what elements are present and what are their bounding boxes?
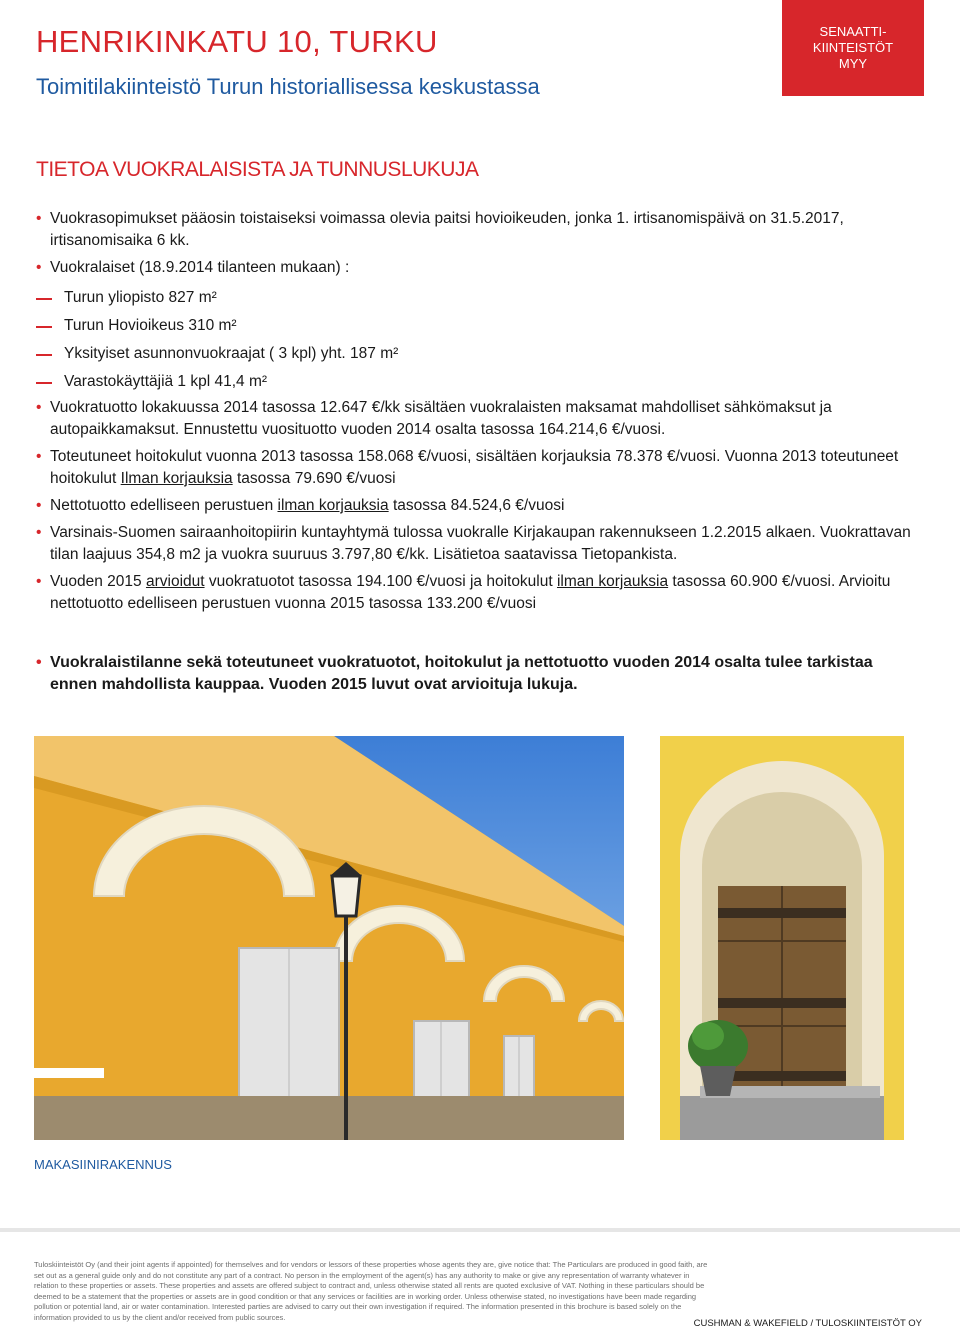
badge-line-2: KIINTEISTÖT [812, 40, 894, 55]
bullet-2015-estimate: • Vuoden 2015 arvioidut vuokratuotot tasossa 194.100 €/vuosi ja hoitokulut ilman korjauksia tasossa 60.900 €/vuosi. Arvioitu nettotuotto edelliseen perustuen vuonna 2015 tasossa 133.200 €/vuosi [36, 571, 916, 615]
bullet-rent-yield: • Vuokratuotto lokakuussa 2014 tasossa 12.647 €/kk sisältäen vuokralaisten maksamat mahdolliset sähkömaksut ja autopaikkamaksut. Ennustettu vuosituotto vuoden 2014 osalta tasossa 164.214,6 €/vuosi. [36, 397, 916, 441]
tenant-item: Turun Hovioikeus 310 m² [36, 315, 916, 337]
bullet-maintenance-costs: • Toteutuneet hoitokulut vuonna 2013 tasossa 158.068 €/vuosi, sisältäen korjauksia 78.378 €/vuosi. Vuonna 2013 toteutuneet hoitokulut Ilman korjauksia tasossa 79.690 €/vuosi [36, 446, 916, 490]
legal-disclaimer: Tuloskiinteistöt Oy (and their joint agents if appointed) for themselves and for vendors or lessors of these properties whose agents they are, give notice that: The Particulars are produced in good faith, are set out as a general guide only and do not constitute any part of a contract. No person in the employment of the agent(s) has any authority to make or give any representation of warranty whatever in relation to these properties or assets. These properties and assets are offered subject to contract and, unless otherwise stated all rents are quoted exclusive of VAT. Nothing in these particulars should be deemed to be a statement that the properties or assets are in good condition or that any services or facilities are in working order. Unless otherwise stated, no investigations have been made regarding pollution or potential land, air or water contamination. Interested parties are advised to carry out their own investigation if required. The information presented in this brochure is based solely on the information provided to us by the client and/or received from public sources. [34, 1260, 708, 1322]
page-subtitle: Toimitilakiinteistö Turun historiallisessa keskustassa [36, 74, 540, 99]
tenant-item: Varastokäyttäjiä 1 kpl 41,4 m² [36, 371, 916, 393]
seller-badge [782, 0, 924, 96]
facts-list [36, 208, 916, 620]
door-photo [660, 736, 904, 1140]
badge-line-1: SENAATTI- [819, 24, 887, 39]
bullet-tenants: • Vuokralaiset (18.9.2014 tilanteen mukaan) : [36, 257, 916, 279]
warehouse-photo [34, 736, 624, 1140]
bullet-net-yield: • Nettotuotto edelliseen perustuen ilman korjauksia tasossa 84.524,6 €/vuosi [36, 495, 916, 517]
photo-caption: MAKASIINIRAKENNUS [34, 1157, 172, 1172]
bullet-new-tenant: • Varsinais-Suomen sairaanhoitopiirin kuntayhtymä tulossa vuokralle Kirjakaupan rakennukseen 1.2.2015 alkaen. Vuokrattavan tilan laajuus 354,8 m2 ja vuokra suuruus 3.797,80 €/kk. Lisätietoa saatavissa Tietopankista. [36, 522, 916, 566]
tenant-item: Turun yliopisto 827 m² [36, 287, 916, 309]
tenant-item: Yksityiset asunnonvuokraajat ( 3 kpl) yht. 187 m² [36, 343, 916, 365]
bullet-leases: • Vuokrasopimukset pääosin toistaiseksi voimassa olevia paitsi hovioikeuden, jonka 1. irtisanomispäivä on 31.5.2017, irtisanomisaika 6 kk. [36, 208, 916, 252]
section-title: TIETOA VUOKRALAISISTA JA TUNNUSLUKUJA [36, 158, 479, 181]
footer-divider [0, 1228, 960, 1232]
bullet-important-note: • Vuokralaistilanne sekä toteutuneet vuokratuotot, hoitokulut ja nettotuotto vuoden 2014 osalta tulee tarkistaa ennen mahdollista kauppaa. Vuoden 2015 luvut ovat arvioituja lukuja. [36, 652, 916, 696]
company-footer: CUSHMAN & WAKEFIELD / TULOSKIINTEISTÖT OY [693, 1318, 922, 1329]
important-note [36, 652, 916, 696]
badge-line-3: MYY [838, 56, 868, 71]
page-title: HENRIKINKATU 10, TURKU [36, 24, 438, 59]
